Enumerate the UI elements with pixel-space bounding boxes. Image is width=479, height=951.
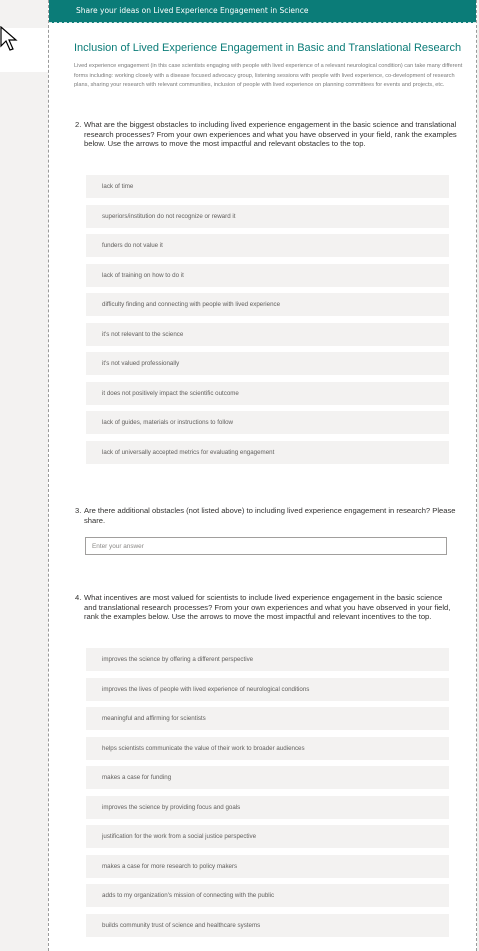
ranking-list-obstacles xyxy=(86,175,449,470)
ranking-option[interactable]: improves the science by providing focus and goals xyxy=(86,796,449,819)
ranking-option[interactable]: helps scientists communicate the value of their work to broader audiences xyxy=(86,737,449,760)
ranking-option[interactable]: meaningful and affirming for scientists xyxy=(86,707,449,730)
ranking-option[interactable]: lack of time xyxy=(86,175,449,198)
ranking-option[interactable]: lack of training on how to do it xyxy=(86,264,449,287)
ranking-option[interactable]: superiors/institution do not recognize or reward it xyxy=(86,205,449,228)
left-background xyxy=(0,0,48,951)
question-text: What are the biggest obstacles to including lived experience engagement in the basic science and translational research processes? From your own experiences and what you have observed in your field, rank the examples below. Use the arrows to move the most impactful and relevant obstacles to the top. xyxy=(84,120,457,149)
ranking-list-incentives xyxy=(86,648,449,943)
question-text: What incentives are most valued for scientists to include lived experience engagement in the basic science and translational research processes? From your own experiences and what you have observed in your field, rank the examples below. Use the arrows to move the most impactful and relevant incentives to the top. xyxy=(84,593,451,622)
ranking-option[interactable]: builds community trust of science and healthcare systems xyxy=(86,914,449,937)
ranking-option[interactable]: it's not valued professionally xyxy=(86,352,449,375)
question-text: Are there additional obstacles (not listed above) to including lived experience engagement in research? Please share. xyxy=(84,506,456,525)
ranking-option[interactable]: lack of guides, materials or instructions to follow xyxy=(86,411,449,434)
form-header-bar: Share your ideas on Lived Experience Engagement in Science xyxy=(49,0,476,23)
ranking-option[interactable]: improves the lives of people with lived experience of neurological conditions xyxy=(86,678,449,701)
ranking-option[interactable]: makes a case for more research to policy makers xyxy=(86,855,449,878)
answer-input[interactable] xyxy=(85,537,447,555)
form-description: Lived experience engagement (in this case scientists engaging with people with lived experience of a relevant neurological condition) can take many different forms including: working closely with a disease focused advocacy group, listening sessions with people with lived experience, co-development of research plans, sharing your research with relevant communities, inclusion of people with lived experience on planning committees for events and projects, etc. xyxy=(74,63,463,88)
ranking-option[interactable]: improves the science by offering a different perspective xyxy=(86,648,449,671)
ranking-option[interactable]: difficulty finding and connecting with people with lived experience xyxy=(86,293,449,316)
question-number: 4. xyxy=(75,593,82,602)
form-title: Inclusion of Lived Experience Engagement in Basic and Translational Research xyxy=(74,42,462,54)
form-card xyxy=(48,0,477,951)
ranking-option[interactable]: funders do not value it xyxy=(86,234,449,257)
question-number: 2. xyxy=(75,120,82,129)
ranking-option[interactable]: it does not positively impact the scientific outcome xyxy=(86,382,449,405)
ranking-option[interactable]: justification for the work from a social justice perspective xyxy=(86,825,449,848)
mouse-pointer-icon xyxy=(0,26,20,54)
ranking-option[interactable]: it's not relevant to the science xyxy=(86,323,449,346)
question-2 xyxy=(75,120,457,149)
ranking-option[interactable]: adds to my organization's mission of connecting with the public xyxy=(86,884,449,907)
question-number: 3. xyxy=(75,506,82,515)
question-4 xyxy=(75,593,457,622)
ranking-option[interactable]: makes a case for funding xyxy=(86,766,449,789)
ranking-option[interactable]: lack of universally accepted metrics for evaluating engagement xyxy=(86,441,449,464)
question-3 xyxy=(75,506,457,525)
